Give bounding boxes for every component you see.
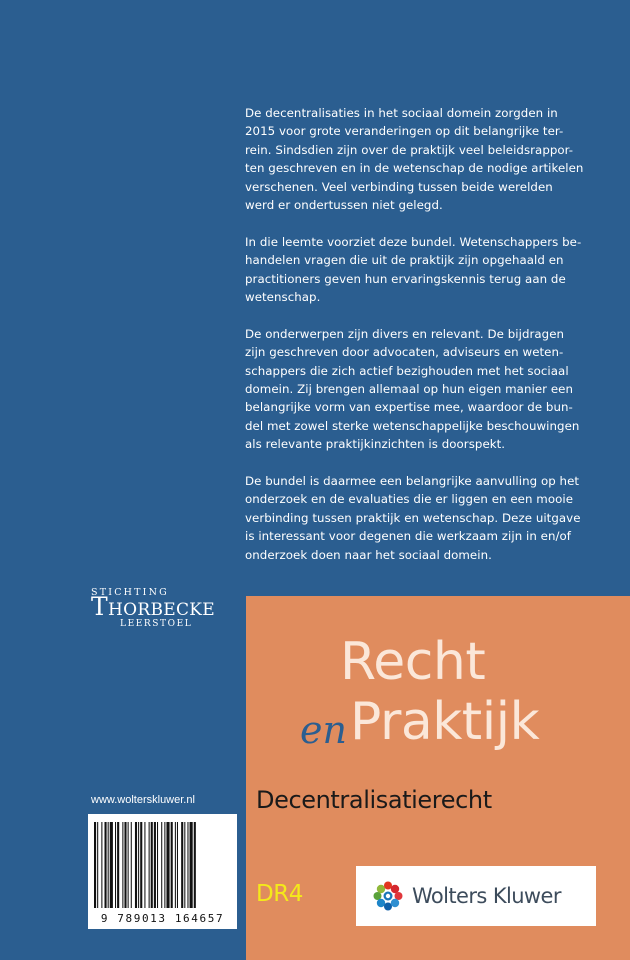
blurb-line: belangrijke vorm van expertise mee, waardoor de bun- <box>245 400 573 415</box>
series-title-recht: Recht <box>340 632 486 692</box>
barcode-bar <box>97 822 98 908</box>
isbn-barcode <box>88 814 237 929</box>
barcode-bar <box>154 822 156 908</box>
blurb-line: ten geschreven en in de wetenschap de nodige artikelen <box>245 161 584 176</box>
blurb-line: domein. Zij brengen allemaal op hun eigen manier een <box>245 382 573 397</box>
barcode-bar <box>171 822 173 908</box>
wolters-kluwer-logo-icon <box>372 880 404 912</box>
barcode-bar <box>151 822 153 908</box>
barcode-bar <box>101 822 102 908</box>
barcode-bar <box>161 822 162 908</box>
blurb-line: als relevante praktijkinzichten is doorspekt. <box>245 437 506 452</box>
blurb-paragraph-4 <box>245 472 585 564</box>
barcode-bar <box>175 822 176 908</box>
barcode-bar <box>124 822 126 908</box>
book-subtitle: Decentralisatierecht <box>256 786 492 814</box>
series-code: DR4 <box>256 881 303 907</box>
blurb-line: verschenen. Veel verbinding tussen beide werelden <box>245 179 553 194</box>
publisher-website: www.wolterskluwer.nl <box>91 794 195 806</box>
thorbecke-leerstoel-text: LEERSTOEL <box>120 619 193 629</box>
thorbecke-name-rest: HORBECKE <box>107 600 215 620</box>
barcode-bar <box>184 822 185 908</box>
blurb-paragraph-3 <box>245 325 585 454</box>
barcode-bar <box>128 822 129 908</box>
barcode-bar <box>149 822 150 908</box>
thorbecke-stichting-text: STICHTING <box>91 587 169 598</box>
blurb-line: practitioners geven hun ervaringskennis terug aan de <box>245 271 566 286</box>
barcode-bar <box>164 822 165 908</box>
barcode-bar <box>166 822 169 908</box>
blurb-line: is interessant voor degenen die werkzaam zijn in en/of <box>245 529 572 544</box>
thorbecke-initial: T <box>91 592 108 621</box>
barcode-bar <box>135 822 137 908</box>
isbn-digits: 9 789013 164657 <box>100 912 225 925</box>
publisher-logo-box <box>356 866 596 926</box>
blurb-line: zijn geschreven door advocaten, adviseurs en weten- <box>245 345 564 360</box>
publisher-name: Wolters Kluwer <box>412 884 561 908</box>
barcode-bars <box>88 814 237 914</box>
barcode-bar <box>140 822 142 908</box>
barcode-bar <box>138 822 139 908</box>
blurb-paragraph-1 <box>245 104 585 214</box>
barcode-bar <box>115 822 116 908</box>
thorbecke-logo <box>91 588 241 629</box>
barcode-bar <box>177 822 178 908</box>
barcode-bar <box>105 822 107 908</box>
blurb-line: rein. Sindsdien zijn over de praktijk veel beleidsrappor- <box>245 142 574 157</box>
blurb-line: handelen vragen die uit de praktijk zijn opgehaald en <box>245 253 564 268</box>
barcode-bar <box>108 822 109 908</box>
barcode-bar <box>94 822 96 908</box>
blurb-line: De bundel is daarmee een belangrijke aanvulling op het <box>245 474 580 489</box>
back-cover-blurb <box>245 104 585 583</box>
barcode-bar <box>181 822 183 908</box>
blurb-line: onderzoek doen naar het sociaal domein. <box>245 547 492 562</box>
blurb-line: del met zowel sterke wetenschappelijke beschouwingen <box>245 418 580 433</box>
blurb-line: De decentralisaties in het sociaal domein zorgden in <box>245 106 558 120</box>
barcode-bar <box>157 822 158 908</box>
blurb-line: 2015 voor grote veranderingen op dit belangrijke ter- <box>245 124 564 139</box>
series-title-en: en <box>300 708 347 752</box>
blurb-line: schappers die zich actief bezighouden met het sociaal <box>245 363 569 378</box>
blurb-line: werd er ondertussen niet gelegd. <box>245 198 443 213</box>
blurb-line: De onderwerpen zijn divers en relevant. De bijdragen <box>245 326 565 341</box>
barcode-bar <box>122 822 123 908</box>
barcode-bar <box>190 822 193 908</box>
blurb-line: verbinding tussen praktijk en wetenschap. Deze uitgave <box>245 510 581 525</box>
blurb-paragraph-2 <box>245 233 585 307</box>
series-title-praktijk: Praktijk <box>350 692 540 752</box>
barcode-bar <box>110 822 113 908</box>
blurb-line: wetenschap. <box>245 290 321 305</box>
barcode-bar <box>187 822 188 908</box>
barcode-bar <box>144 822 145 908</box>
blurb-line: In die leemte voorziet deze bundel. Wetenschappers be- <box>245 234 582 249</box>
barcode-bar <box>194 822 196 908</box>
barcode-bar <box>131 822 132 908</box>
barcode-bar <box>117 822 119 908</box>
blurb-line: onderzoek en de evaluaties die er liggen en een mooie <box>245 492 574 507</box>
